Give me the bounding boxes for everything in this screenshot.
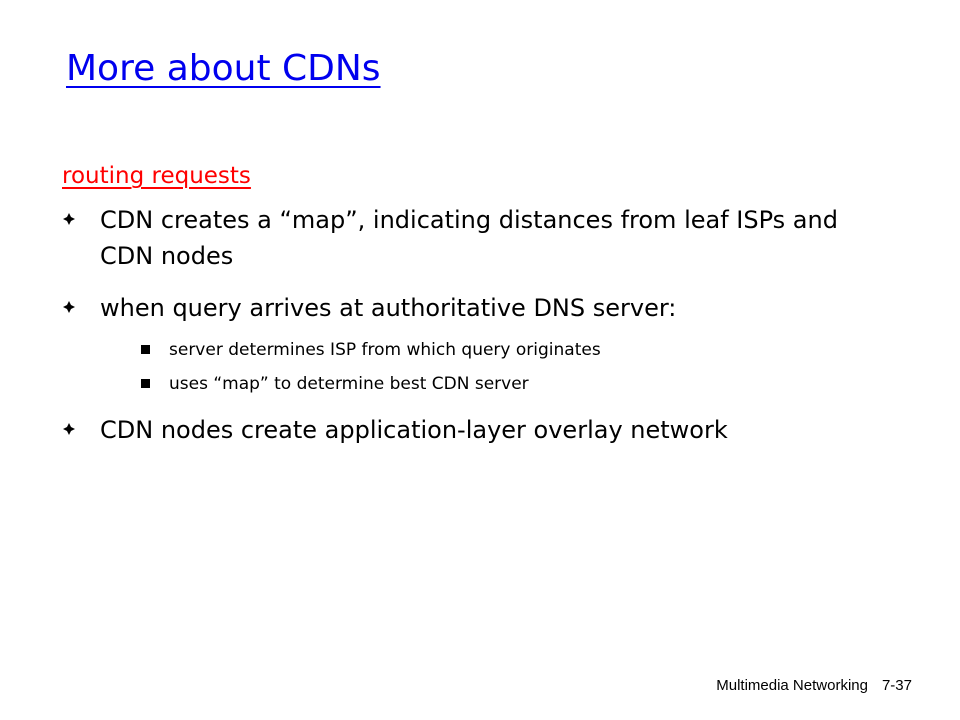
bullet-text: CDN creates a “map”, indicating distances from leaf ISPs and CDN nodes [100,206,838,270]
footer-page-number: 7-37 [881,677,912,694]
diamond-bullet-icon [62,300,76,314]
sub-bullet-text: uses “map” to determine best CDN server [169,374,529,394]
slide-footer [716,676,912,696]
bullet-text: when query arrives at authoritative DNS server: [100,294,677,322]
sub-bullet-item [141,371,901,397]
sub-bullet-item [141,337,901,363]
section-subheading: routing requests [62,163,251,189]
diamond-bullet-icon [62,422,76,436]
bullet-item [62,290,862,326]
diamond-bullet-icon [62,212,76,226]
sub-bullet-text: server determines ISP from which query originates [169,340,601,360]
square-bullet-icon [141,345,150,354]
bullet-item [62,412,862,448]
slide-title: More about CDNs [66,48,381,89]
square-bullet-icon [141,379,150,388]
bullet-text: CDN nodes create application-layer overlay network [100,416,728,444]
footer-section: Multimedia Networking [716,677,868,694]
bullet-item [62,202,862,274]
